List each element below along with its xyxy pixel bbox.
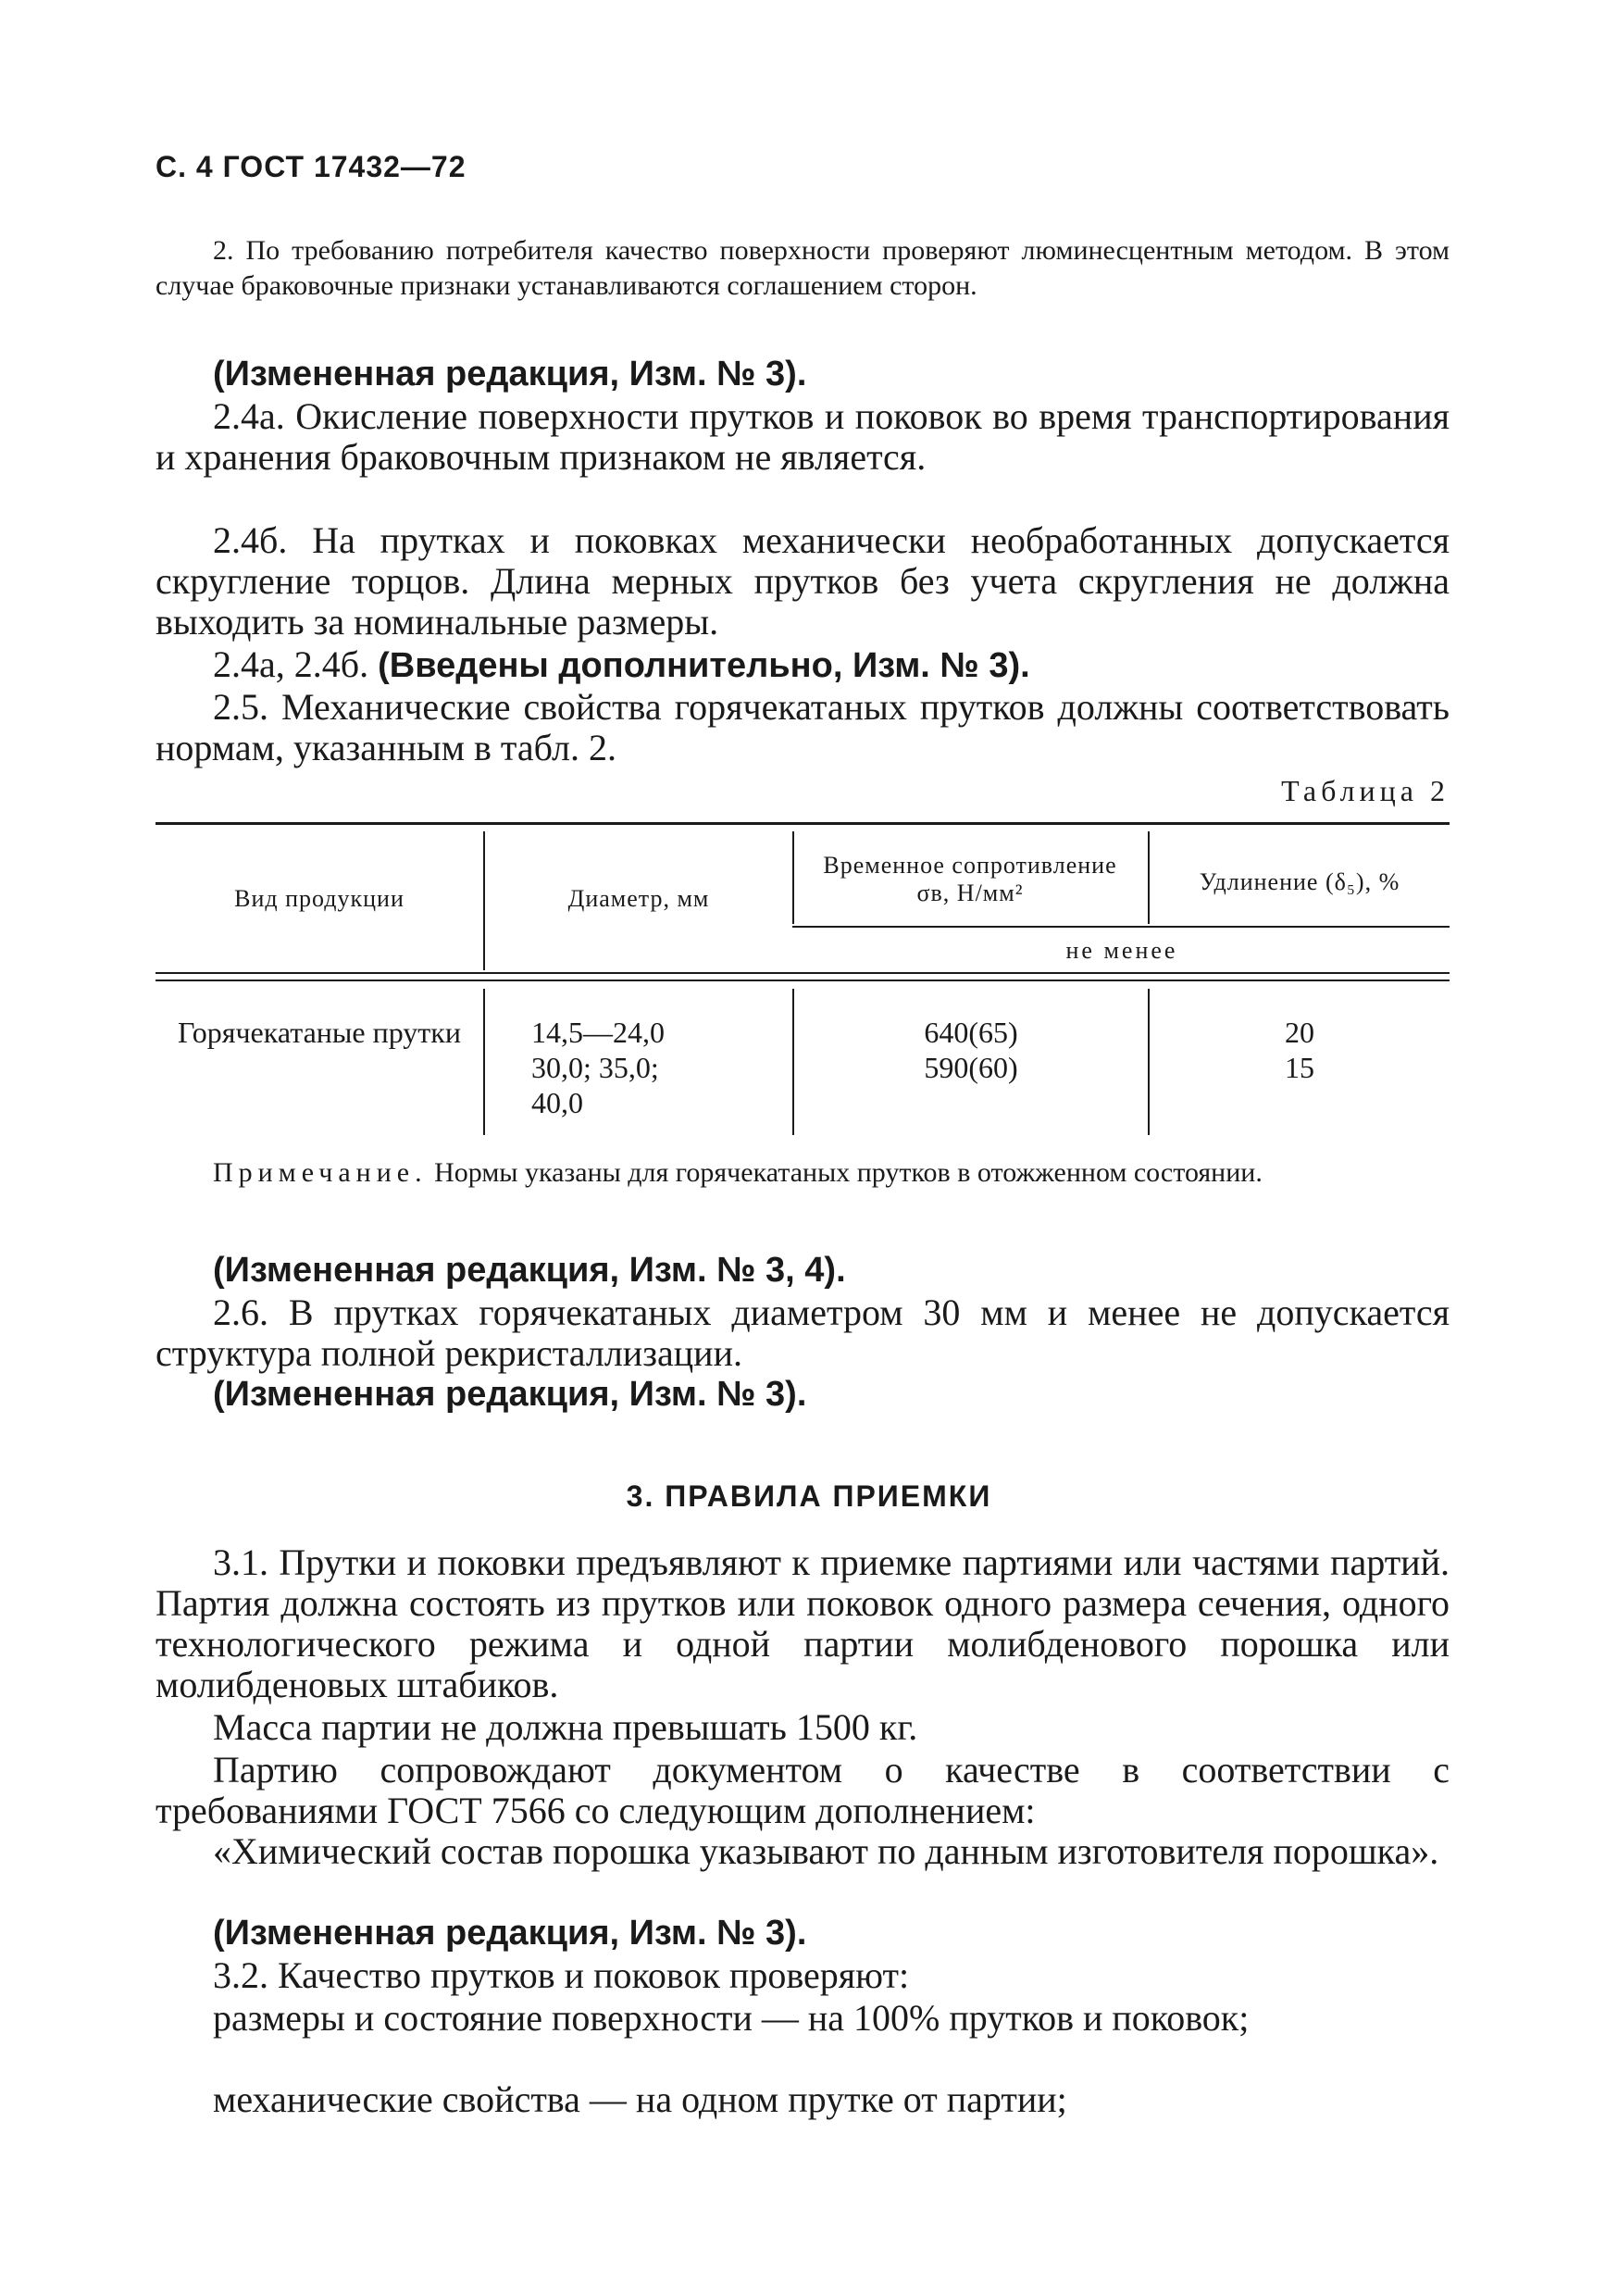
th-elongation: Удлинение (δ₅), % [1199, 868, 1400, 895]
paragraph-2-4ab-bold: (Введены дополнительно, Изм. № 3). [378, 646, 1030, 685]
table-note-text: Нормы указаны для горячекатаных прутков в отожженном состоянии. [434, 1157, 1263, 1188]
paragraph-quote: «Химический состав порошка указывают по данным изготовителя порошка». [213, 1830, 1439, 1872]
th-diameter: Диаметр, мм [567, 885, 710, 912]
paragraph-2-4ab-prefix: 2.4а, 2.4б. [213, 643, 369, 685]
paragraph-mass: Масса партии не должна превышать 1500 кг. [213, 1706, 918, 1748]
td-diameter-1: 14,5—24,0 [531, 1016, 665, 1049]
edit-note-3: (Измененная редакция, Изм. № 3). [213, 1375, 807, 1414]
td-diameter-3: 40,0 [531, 1086, 583, 1119]
paragraph-2-4b: 2.4б. На прутках и поковках механически необработанных допускается скругление торцов. Длина мерных прутков без учета скругления не должна выходить за номинальные размеры. [156, 519, 1450, 643]
td-elongation [1150, 1015, 1450, 1085]
table-caption: Таблица 2 [1281, 774, 1450, 807]
td-elongation-2: 15 [1285, 1051, 1314, 1084]
paragraph-2-6: 2.6. В прутках горячекатаных диаметром 30 мм и менее не допускается структура полной рекристаллизации. [156, 1292, 1450, 1374]
page-header: С. 4 ГОСТ 17432—72 [156, 150, 467, 183]
td-diameter [485, 1015, 792, 1120]
table-note [156, 1155, 1450, 1191]
td-strength [794, 1015, 1148, 1085]
paragraph-accompany: Партию сопровождают документом о качестве в соответствии с требованиями ГОСТ 7566 со следующим дополнением: [156, 1749, 1450, 1831]
td-diameter-2: 30,0; 35,0; [531, 1051, 659, 1084]
table-note-label: Примечание. [213, 1157, 428, 1188]
edit-note-2: (Измененная редакция, Изм. № 3, 4). [213, 1251, 846, 1290]
th-strength: Временное сопротивление σв, Н/мм² [823, 852, 1117, 906]
table-2 [156, 822, 1450, 1137]
paragraph-2-4ab [156, 644, 1450, 686]
table-subheader-rule [792, 926, 1450, 928]
paragraph-2-5: 2.5. Механические свойства горячекатаных прутков должны соответствовать нормам, указанным в табл. 2. [156, 686, 1450, 768]
paragraph-2-4a: 2.4а. Окисление поверхности прутков и поковок во время транспортирования и хранения браковочным признаком не является. [156, 395, 1450, 478]
table-vline-2 [792, 831, 794, 924]
edit-note-4: (Измененная редакция, Изм. № 3). [213, 1914, 807, 1953]
paragraph-3-1: 3.1. Прутки и поковки предъявляют к приемке партиями или частями партий. Партия должна состоять из прутков или поковок одного размера сечения, одного технологического режима и одной партии молибденового порошка или молибденовых штабиков. [156, 1541, 1450, 1705]
td-product: Горячекатаные прутки [178, 1016, 461, 1049]
section-3-title: 3. ПРАВИЛА ПРИЕМКИ [626, 1479, 992, 1513]
paragraph-3-2: 3.2. Качество прутков и поковок проверяют: [213, 1954, 910, 1996]
td-elongation-1: 20 [1285, 1016, 1314, 1049]
table-top-rule [156, 822, 1450, 825]
table-header-rule-2 [156, 980, 1450, 981]
table-header-rule-1 [156, 972, 1450, 974]
check-item-1: размеры и состояние поверхности — на 100% прутков и поковок; [213, 1997, 1250, 2039]
th-min: не менее [1065, 937, 1178, 964]
note-2: 2. По требованию потребителя качество поверхности проверяют люминесцентным методом. В этом случае браковочные признаки устанавливаются соглашением сторон. [156, 235, 1450, 301]
td-strength-1: 640(65) [924, 1016, 1018, 1049]
td-strength-2: 590(60) [924, 1051, 1018, 1084]
edit-note-1: (Измененная редакция, Изм. № 3). [213, 355, 807, 393]
check-item-2: механические свойства — на одном прутке от партии; [213, 2078, 1067, 2120]
th-product: Вид продукции [234, 885, 404, 912]
